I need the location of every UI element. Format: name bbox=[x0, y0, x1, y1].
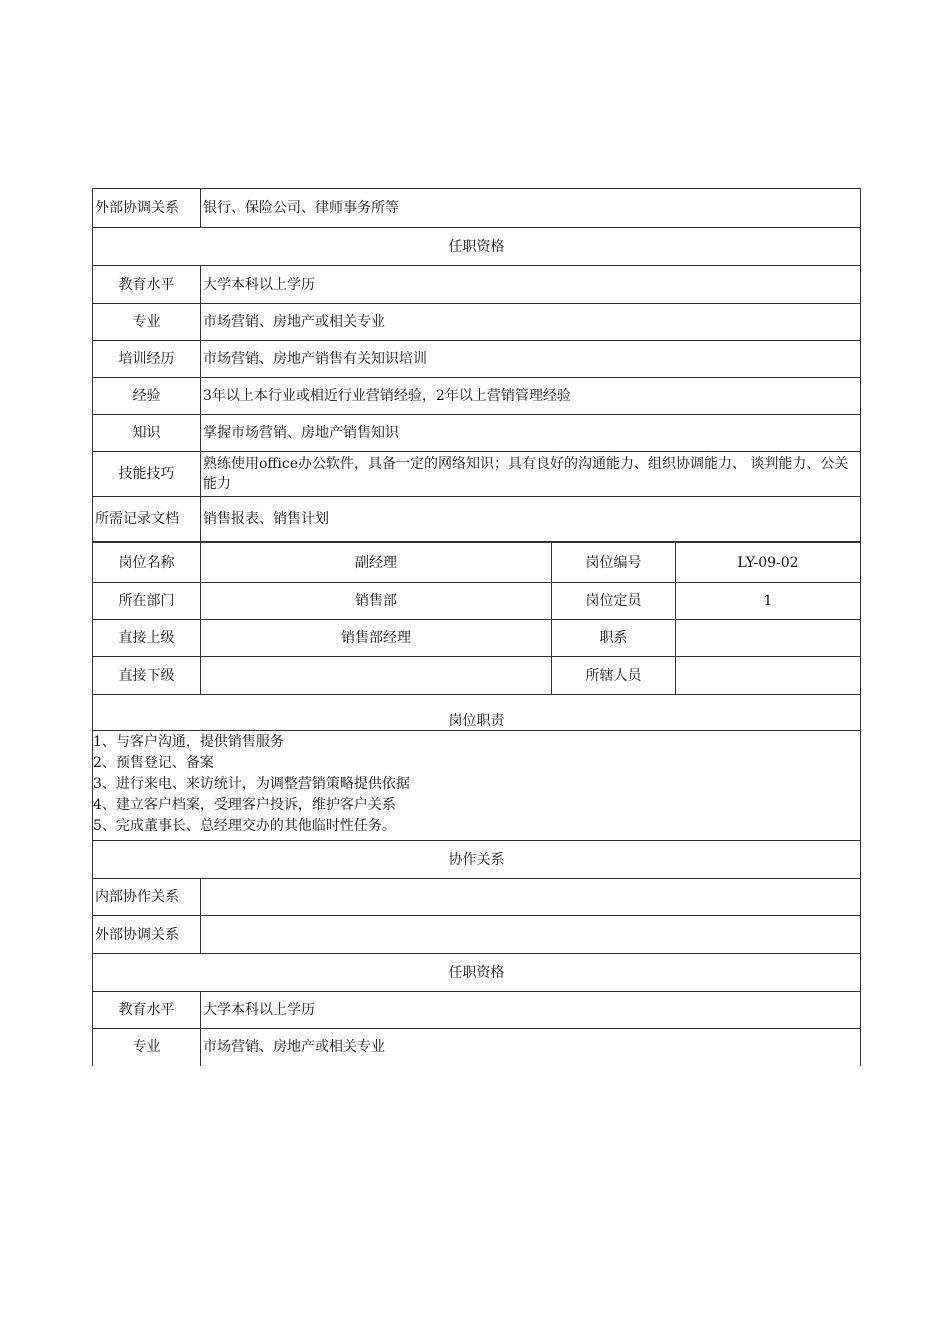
education-value: 大学本科以上学历 bbox=[201, 266, 861, 304]
subordinate-label: 直接下级 bbox=[93, 657, 201, 695]
table-row bbox=[93, 841, 861, 879]
experience-value: 3年以上本行业或相近行业营销经验，2年以上营销管理经验 bbox=[201, 378, 861, 415]
job-spec-table-1 bbox=[92, 188, 861, 542]
table-row bbox=[93, 452, 861, 497]
table-row bbox=[93, 378, 861, 415]
staff-value bbox=[676, 657, 861, 695]
position-name-value: 副经理 bbox=[201, 543, 552, 583]
major-value-2: 市场营销、房地产或相关专业 bbox=[201, 1029, 861, 1066]
table-row bbox=[93, 266, 861, 304]
list-item: 3、进行来电、来访统计，为调整营销策略提供依据 bbox=[93, 776, 410, 792]
table-row bbox=[93, 341, 861, 378]
records-label: 所需记录文档 bbox=[93, 497, 201, 542]
knowledge-label: 知识 bbox=[93, 415, 201, 452]
table-row bbox=[93, 731, 861, 841]
training-value: 市场营销、房地产销售有关知识培训 bbox=[201, 341, 861, 378]
experience-label: 经验 bbox=[93, 378, 201, 415]
job-series-label: 职系 bbox=[552, 620, 676, 657]
ext-coop-value: 银行、保险公司、律师事务所等 bbox=[201, 189, 861, 228]
table-row bbox=[93, 415, 861, 452]
superior-label: 直接上级 bbox=[93, 620, 201, 657]
headcount-label: 岗位定员 bbox=[552, 583, 676, 620]
position-number-value: LY-09-02 bbox=[676, 543, 861, 583]
qualifications-header-2: 任职资格 bbox=[93, 954, 861, 992]
external-coop-label: 外部协调关系 bbox=[93, 916, 201, 954]
training-label: 培训经历 bbox=[93, 341, 201, 378]
list-item: 4、建立客户档案，受理客户投诉，维护客户关系 bbox=[93, 797, 396, 813]
subordinate-value bbox=[201, 657, 552, 695]
position-number-label: 岗位编号 bbox=[552, 543, 676, 583]
table-row bbox=[93, 583, 861, 620]
records-value: 销售报表、销售计划 bbox=[201, 497, 861, 542]
skills-label: 技能技巧 bbox=[93, 452, 201, 497]
job-series-value bbox=[676, 620, 861, 657]
table-row bbox=[93, 620, 861, 657]
knowledge-value: 掌握市场营销、房地产销售知识 bbox=[201, 415, 861, 452]
headcount-value: 1 bbox=[676, 583, 861, 620]
skills-value: 熟练使用office办公软件，具备一定的网络知识；具有良好的沟通能力、组织协调能力、 谈判能力、公关能力 bbox=[201, 452, 861, 497]
table-row bbox=[93, 228, 861, 266]
table-row bbox=[93, 916, 861, 954]
internal-coop-label: 内部协作关系 bbox=[93, 879, 201, 916]
major-value: 市场营销、房地产或相关专业 bbox=[201, 304, 861, 341]
table-row bbox=[93, 954, 861, 992]
table-row bbox=[93, 189, 861, 228]
table-row bbox=[93, 497, 861, 542]
department-value: 销售部 bbox=[201, 583, 552, 620]
job-description-page bbox=[92, 188, 860, 1066]
superior-value: 销售部经理 bbox=[201, 620, 552, 657]
major-label: 专业 bbox=[93, 304, 201, 341]
table-row bbox=[93, 657, 861, 695]
duties-list bbox=[93, 731, 861, 841]
position-name-label: 岗位名称 bbox=[93, 543, 201, 583]
table-row bbox=[93, 992, 861, 1029]
cooperation-header: 协作关系 bbox=[93, 841, 861, 879]
table-row bbox=[93, 695, 861, 731]
duties-header: 岗位职责 bbox=[93, 695, 861, 731]
education-value-2: 大学本科以上学历 bbox=[201, 992, 861, 1029]
table-row bbox=[93, 543, 861, 583]
table-row bbox=[93, 304, 861, 341]
staff-label: 所辖人员 bbox=[552, 657, 676, 695]
education-label: 教育水平 bbox=[93, 266, 201, 304]
list-item: 5、完成董事长、总经理交办的其他临时性任务。 bbox=[93, 818, 396, 834]
internal-coop-value bbox=[201, 879, 861, 916]
job-spec-table-2 bbox=[92, 542, 861, 1066]
list-item: 2、预售登记、备案 bbox=[93, 755, 214, 771]
external-coop-value bbox=[201, 916, 861, 954]
list-item: 1、与客户沟通，提供销售服务 bbox=[93, 734, 284, 750]
table-row bbox=[93, 1029, 861, 1066]
department-label: 所在部门 bbox=[93, 583, 201, 620]
qualifications-header: 任职资格 bbox=[93, 228, 861, 266]
education-label-2: 教育水平 bbox=[93, 992, 201, 1029]
ext-coop-label: 外部协调关系 bbox=[93, 189, 201, 228]
table-row bbox=[93, 879, 861, 916]
major-label-2: 专业 bbox=[93, 1029, 201, 1066]
